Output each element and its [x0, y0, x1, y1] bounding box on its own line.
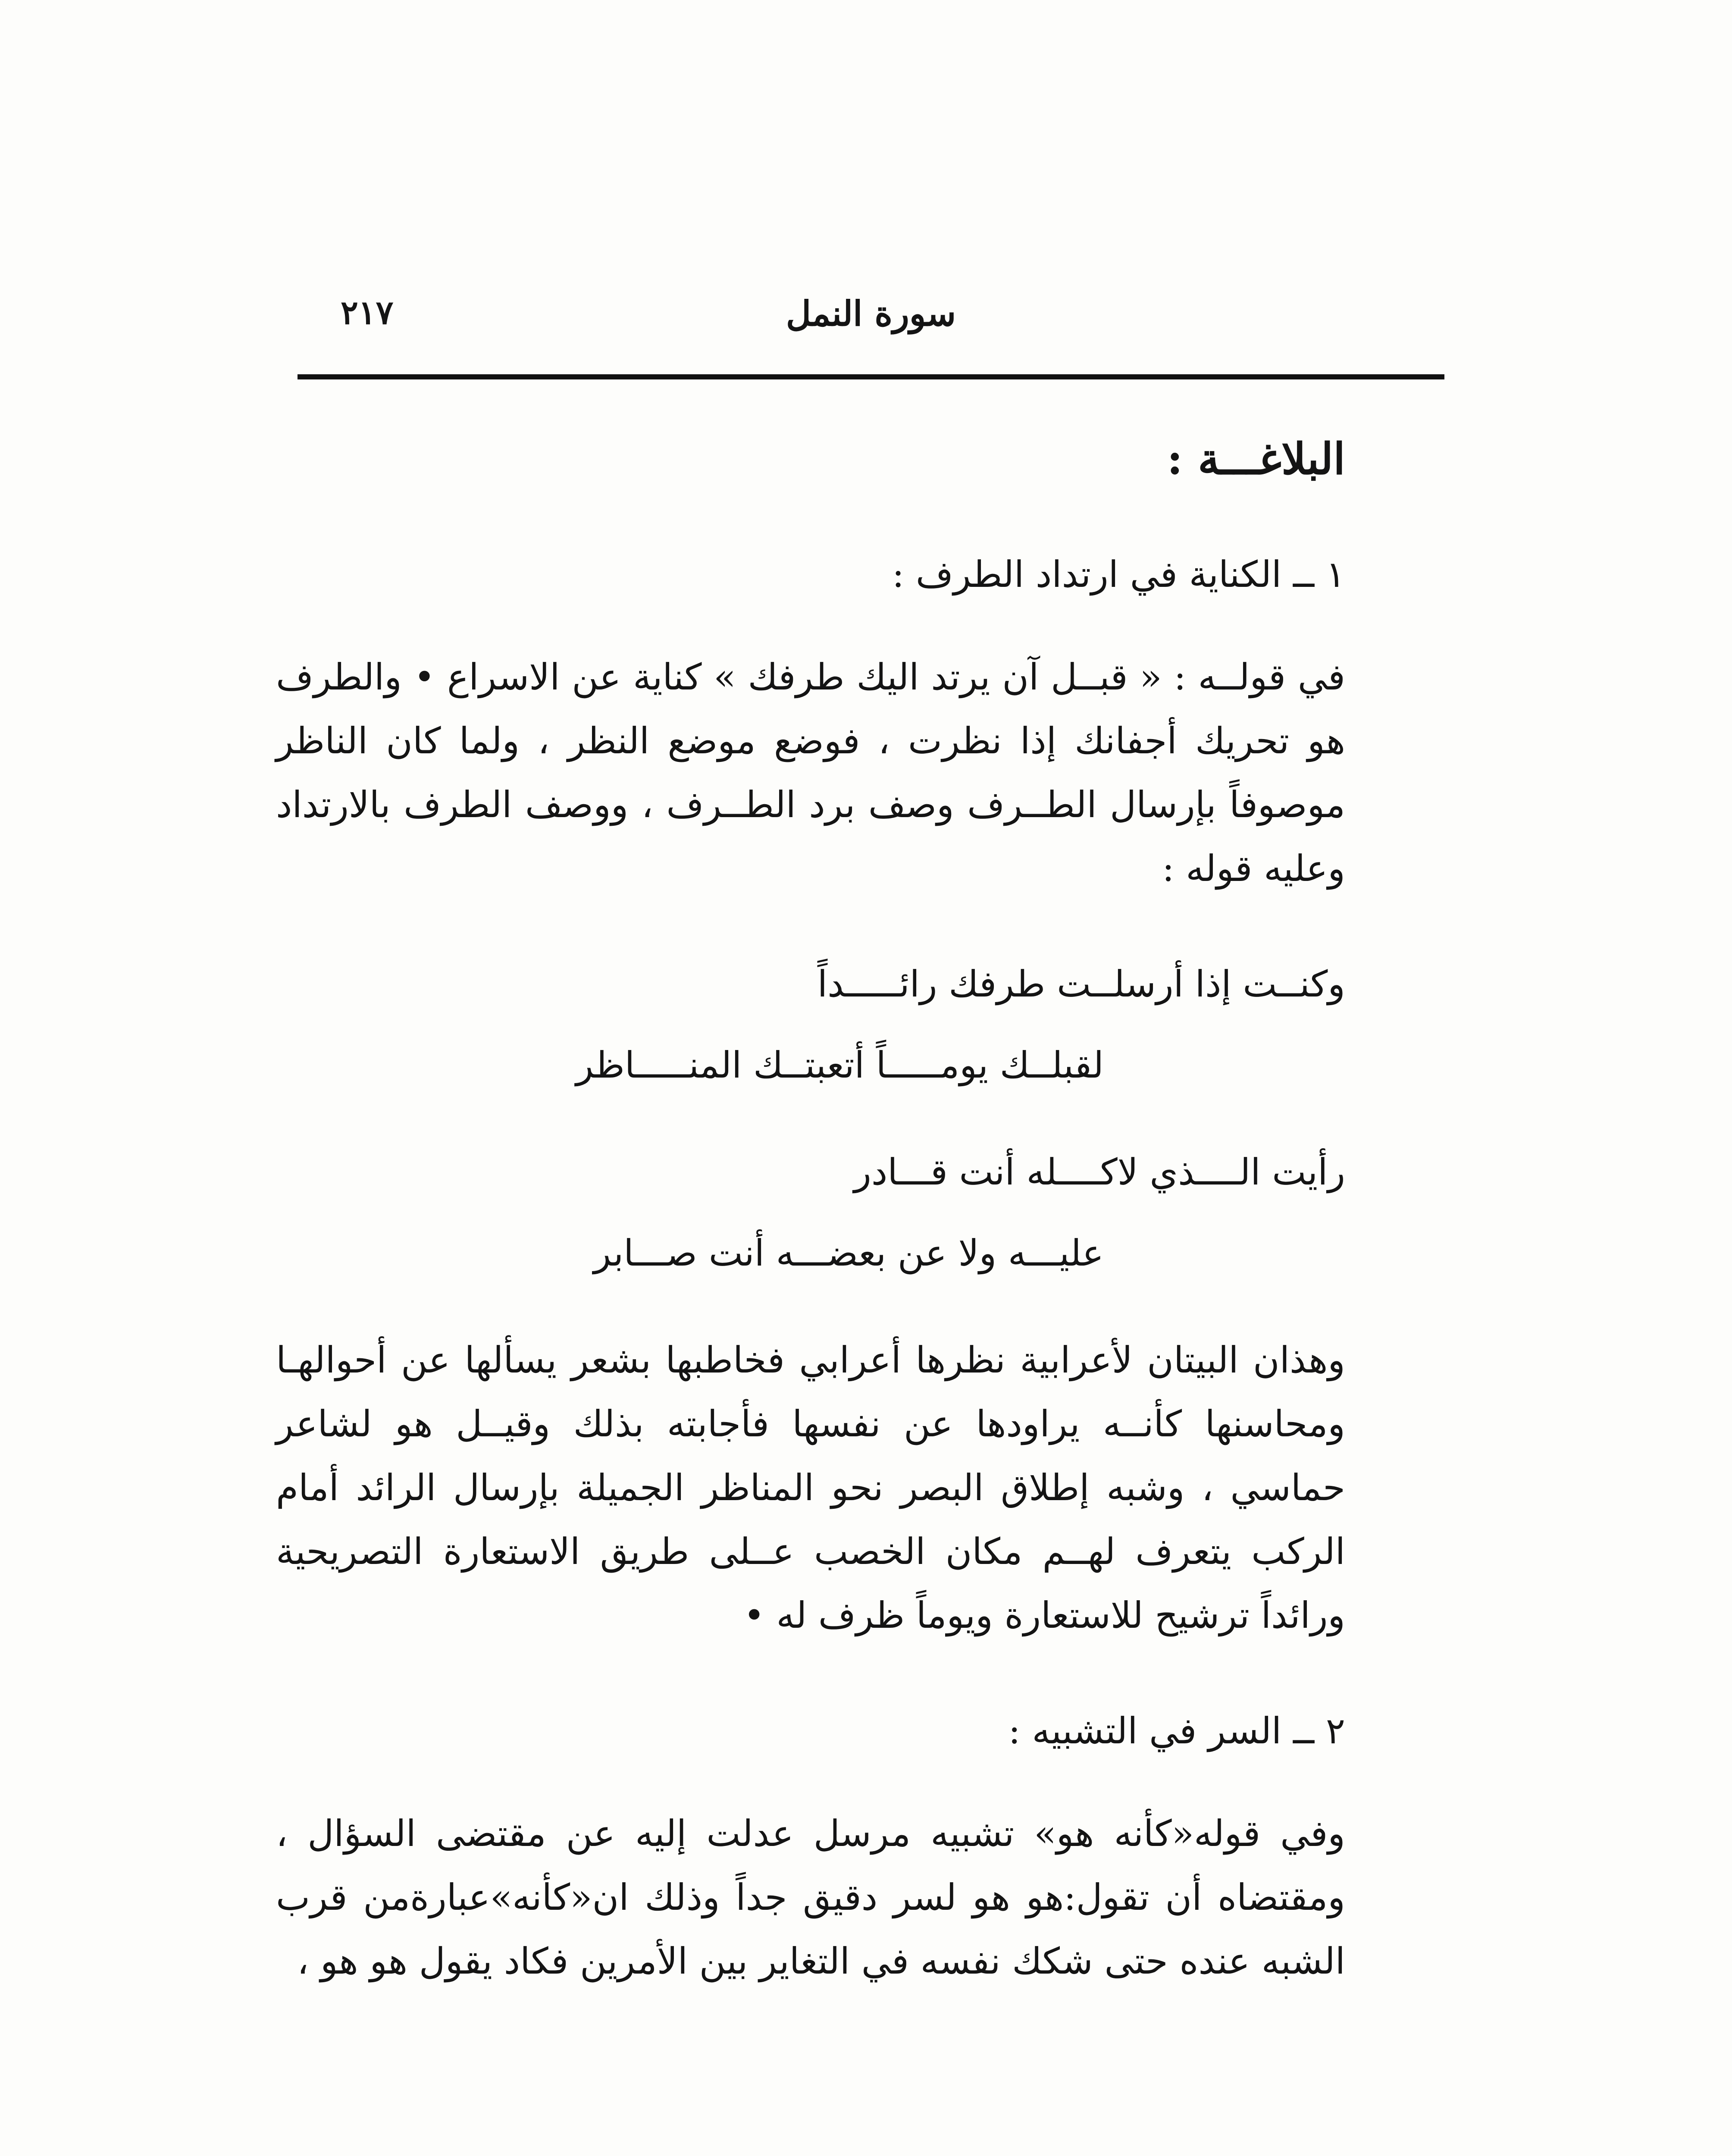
running-title: سورة النمل: [786, 293, 956, 334]
page-body: [276, 427, 1345, 2045]
verse1-second-hemistich: لقبلــك يومـــــاً أتعبتــك المنـــــاظر: [576, 1044, 1104, 1086]
poem-verse-1: [276, 952, 1345, 1097]
page-number: ٢١٧: [341, 293, 394, 332]
paragraph-2: وهذان البيتان لأعرابية نظرها أعرابي فخاطبها بشعر يسألها عن أحوالهـا ومحاسنها كأنــه يراودها عن نفسها فأجابته بذلك وقيــل هو لشاعر حماسي ، وشبه إطلاق البصر نحو المناظر الجميلة بإرسال الرائد أمام الركب يتعرف لهــم مكان الخصب عــلى طريق الاستعارة التصريحية ورائداً ترشيح للاستعارة ويوماً ظرف له •: [276, 1339, 1346, 1636]
poem-verse-2: [276, 1140, 1345, 1285]
header-rule: [298, 374, 1444, 379]
point2-heading: ٢ ــ السر في التشبيه :: [1008, 1710, 1345, 1752]
point2-paragraph: وفي قوله«كأنه هو» تشبيه مرسل عدلت إليه عن مقتضى السؤال ، ومقتضاه أن تقول:هو هو لسر دقيق جداً وذلك ان«كأنه»عبارةمن قرب الشبه عنده حتى شكك نفسه في التغاير بين الأمرين فكاد يقول هو هو ،: [276, 1812, 1345, 1982]
verse2-second-hemistich: عليـــه ولا عن بعضـــه أنت صـــابر: [593, 1232, 1104, 1274]
page-header: [298, 276, 1444, 362]
point1-paragraph: في قولــه : « قبــل آن يرتد اليك طرفك » كناية عن الاسراع • والطرف هو تحريك أجفانك إذا نظرت ، فوضع موضع النظر ، ولما كان الناظر موصوفاً بإرسال الطــرف وصف برد الطــرف ، ووصف الطرف بالارتداد وعليه قوله :: [276, 656, 1345, 890]
section-title: البلاغـــة :: [1167, 433, 1345, 484]
point1-heading: ١ ــ الكناية في ارتداد الطرف :: [892, 553, 1345, 595]
verse2-first-hemistich: رأيت الــــذي لاكــــله أنت قـــادر: [854, 1151, 1345, 1193]
verse1-first-hemistich: وكنــت إذا أرسلــت طرفك رائـــــداً: [817, 963, 1345, 1005]
